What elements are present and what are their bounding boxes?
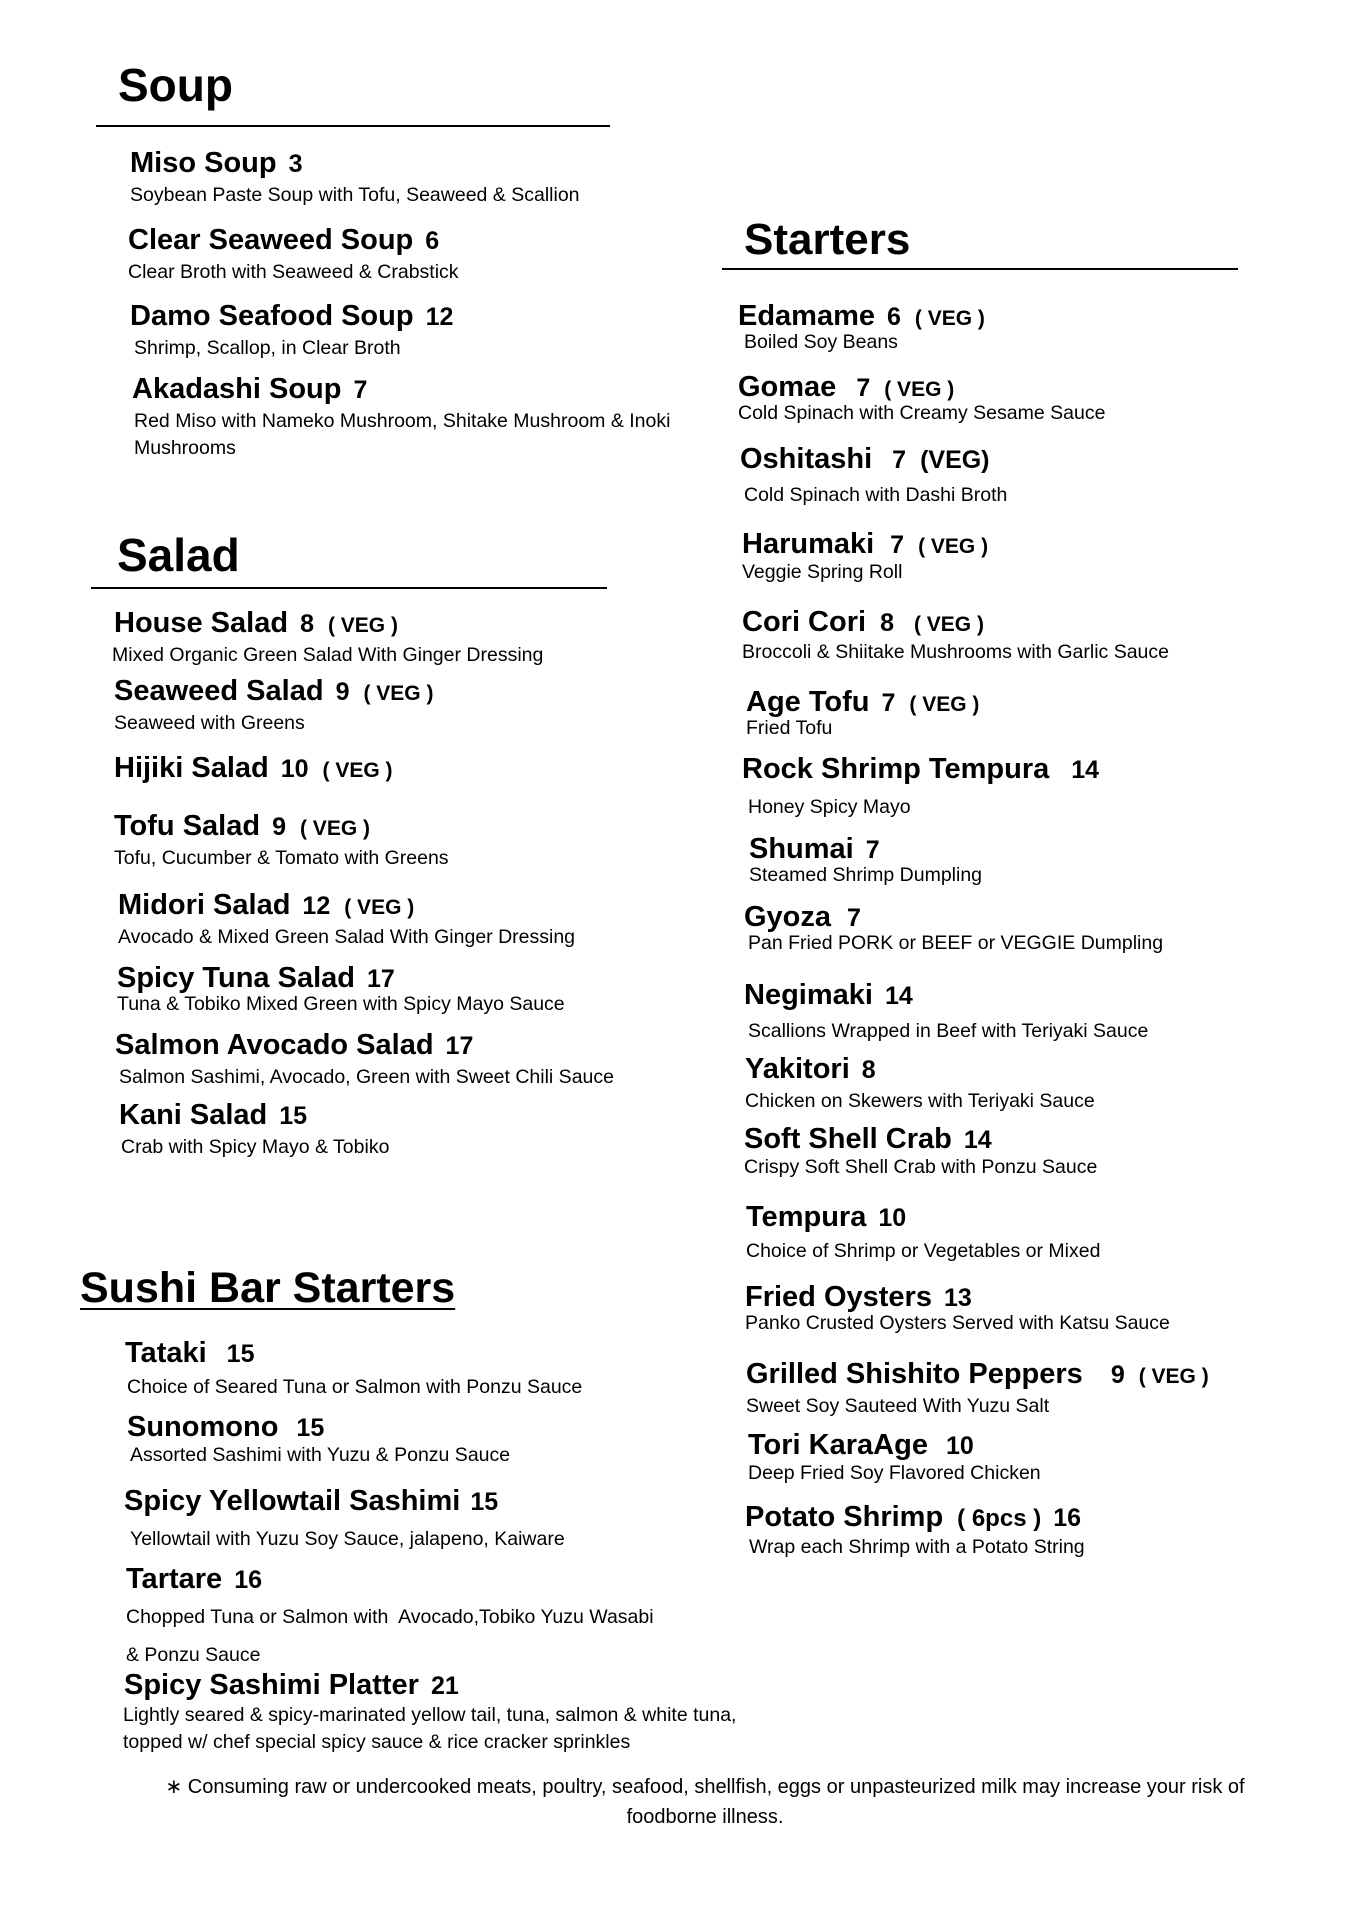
item-description: Deep Fried Soy Flavored Chicken	[748, 1462, 1041, 1484]
item-name: Tataki	[125, 1337, 207, 1369]
menu-item-tartare	[126, 1562, 746, 1669]
item-price: 3	[288, 150, 303, 178]
item-name: Spicy Yellowtail Sashimi	[124, 1485, 461, 1517]
item-name: Spicy Tuna Salad	[117, 962, 355, 994]
item-description: Shrimp, Scallop, in Clear Broth	[134, 337, 401, 359]
item-price: 8	[300, 610, 314, 638]
item-description: Crab with Spicy Mayo & Tobiko	[121, 1136, 390, 1158]
item-price: 7	[890, 531, 905, 559]
veg-tag: ( VEG )	[363, 682, 434, 705]
item-price: 17	[445, 1032, 474, 1060]
item-price: 13	[943, 1284, 972, 1312]
item-price: 7	[881, 689, 896, 717]
item-price: 14	[963, 1126, 992, 1154]
menu-item-midori-salad	[118, 888, 718, 951]
item-price: 10	[878, 1204, 907, 1232]
item-name: Harumaki	[742, 528, 875, 560]
veg-tag: ( VEG )	[913, 613, 984, 636]
item-name: Tartare	[126, 1563, 223, 1595]
veg-tag: ( VEG )	[914, 307, 985, 330]
item-price: 7	[865, 836, 880, 864]
item-description: Tuna & Tobiko Mixed Green with Spicy Mayo Sauce	[117, 993, 565, 1015]
item-name: Soft Shell Crab	[744, 1123, 952, 1155]
item-name: Damo Seafood Soup	[130, 300, 414, 332]
item-description: Clear Broth with Seaweed & Crabstick	[128, 261, 459, 283]
item-price: 8	[880, 609, 894, 637]
item-description: Soybean Paste Soup with Tofu, Seaweed & Scallion	[130, 184, 580, 206]
item-description: Yellowtail with Yuzu Soy Sauce, jalapeno, Kaiware	[130, 1528, 565, 1550]
item-name: Tempura	[746, 1201, 867, 1233]
item-price: 9	[335, 678, 350, 706]
salad-heading: Salad	[117, 529, 240, 581]
item-price: 9	[1110, 1361, 1125, 1389]
item-price: 21	[430, 1672, 459, 1700]
item-price: 10	[280, 755, 309, 783]
menu-item-spicy-sashimi-platter	[124, 1668, 844, 1756]
item-price: 10	[945, 1432, 974, 1460]
item-description: Pan Fried PORK or BEEF or VEGGIE Dumpling	[748, 932, 1164, 954]
item-name: Shumai	[749, 833, 854, 865]
item-description: Fried Tofu	[746, 717, 833, 739]
item-name: Age Tofu	[746, 686, 870, 718]
item-price: 14	[884, 982, 913, 1010]
menu-item-sunomono	[127, 1410, 727, 1469]
item-description: Lightly seared & spicy-marinated yellow tail, tuna, salmon & white tuna,	[123, 1704, 737, 1726]
menu-item-damo-seafood-soup	[130, 299, 690, 362]
veg-tag: ( VEG )	[327, 614, 398, 637]
item-name: Grilled Shishito Peppers	[746, 1358, 1083, 1390]
item-price: 9	[272, 813, 286, 841]
item-description: Salmon Sashimi, Avocado, Green with Sweet Chili Sauce	[119, 1066, 614, 1088]
item-price: 15	[279, 1102, 308, 1130]
item-price: 12	[425, 303, 454, 331]
item-name: Potato Shrimp	[745, 1501, 944, 1533]
item-description: Tofu, Cucumber & Tomato with Greens	[114, 847, 449, 869]
item-description: Seaweed with Greens	[114, 712, 305, 734]
item-price: 6	[887, 303, 901, 331]
item-description: Cold Spinach with Creamy Sesame Sauce	[738, 402, 1106, 424]
menu-item-soft-shell-crab	[744, 1122, 1324, 1181]
item-name: Spicy Sashimi Platter	[124, 1669, 419, 1701]
item-price: 16	[234, 1566, 262, 1594]
item-description: Wrap each Shrimp with a Potato String	[749, 1536, 1085, 1558]
item-description: Scallions Wrapped in Beef with Teriyaki Sauce	[748, 1020, 1149, 1042]
menu-item-spicy-yellowtail-sashimi	[124, 1484, 744, 1553]
item-name: Miso Soup	[130, 147, 277, 179]
item-name: Clear Seaweed Soup	[128, 224, 414, 256]
item-name: Negimaki	[744, 979, 873, 1011]
veg-tag: ( VEG )	[909, 693, 980, 716]
item-price: 6	[425, 227, 440, 255]
item-description: Crispy Soft Shell Crab with Ponzu Sauce	[744, 1156, 1098, 1178]
item-price: 15	[226, 1340, 255, 1368]
menu-item-fried-oysters	[745, 1280, 1325, 1337]
item-description: Assorted Sashimi with Yuzu & Ponzu Sauce	[130, 1444, 511, 1466]
starters-divider	[722, 268, 1238, 270]
menu-item-yakitori	[745, 1052, 1325, 1115]
item-name: Cori Cori	[742, 606, 867, 638]
item-price: 7	[892, 446, 907, 474]
item-description: Honey Spicy Mayo	[748, 796, 911, 818]
item-price: 15	[470, 1488, 499, 1516]
item-name: Tori KaraAge	[748, 1429, 928, 1461]
item-name: Midori Salad	[118, 889, 291, 921]
item-name: Salmon Avocado Salad	[115, 1029, 434, 1061]
sushi-bar-starters-heading: Sushi Bar Starters	[80, 1264, 456, 1312]
item-description: Choice of Shrimp or Vegetables or Mixed	[746, 1240, 1101, 1262]
item-description: Steamed Shrimp Dumpling	[749, 864, 983, 886]
veg-tag: ( VEG )	[1138, 1365, 1209, 1388]
item-price: 7	[847, 904, 861, 932]
item-name: Yakitori	[745, 1053, 850, 1085]
item-description: Boiled Soy Beans	[744, 331, 898, 353]
item-description: Veggie Spring Roll	[742, 561, 903, 583]
menu-item-potato-shrimp	[745, 1500, 1345, 1561]
item-price: 7	[353, 376, 368, 404]
veg-tag: ( VEG )	[344, 896, 415, 919]
menu-item-tempura	[746, 1200, 1326, 1265]
item-name: Hijiki Salad	[114, 752, 269, 784]
item-price: 8	[861, 1056, 876, 1084]
menu-item-age-tofu	[746, 685, 1326, 742]
salad-divider	[91, 587, 607, 589]
item-name: Seaweed Salad	[114, 675, 324, 707]
item-name: Kani Salad	[119, 1099, 268, 1131]
menu-item-tofu-salad	[114, 809, 714, 872]
item-description: Mixed Organic Green Salad With Ginger Dressing	[112, 644, 544, 666]
menu-item-gyoza	[744, 900, 1324, 957]
menu-item-salmon-avocado-salad	[115, 1028, 735, 1091]
item-name: Rock Shrimp Tempura	[742, 753, 1050, 785]
item-name: Oshitashi	[740, 443, 873, 475]
item-description: Broccoli & Shiitake Mushrooms with Garlic Sauce	[742, 641, 1169, 663]
item-description: Cold Spinach with Dashi Broth	[744, 484, 1008, 506]
item-price: 15	[296, 1414, 325, 1442]
menu-item-hijiki-salad	[114, 751, 714, 785]
menu-item-grilled-shishito-peppers	[746, 1357, 1346, 1420]
item-description: Panko Crusted Oysters Served with Katsu Sauce	[745, 1312, 1170, 1334]
menu-item-spicy-tuna-salad	[117, 961, 717, 1018]
menu-item-house-salad	[114, 606, 714, 669]
item-description: Sweet Soy Sauteed With Yuzu Salt	[746, 1395, 1050, 1417]
soup-heading: Soup	[118, 59, 233, 111]
menu-item-negimaki	[744, 978, 1324, 1045]
menu-item-harumaki	[742, 527, 1322, 586]
item-price: 7	[856, 374, 871, 402]
menu-item-shumai	[749, 832, 1329, 889]
menu-item-edamame	[738, 299, 1318, 356]
veg-tag: ( VEG )	[299, 817, 370, 840]
soup-divider	[96, 125, 610, 127]
menu-item-rock-shrimp-tempura	[742, 752, 1322, 821]
menu-item-akadashi-soup	[132, 372, 692, 462]
item-description: Chopped Tuna or Salmon with Avocado,Tobiko Yuzu Wasabi	[126, 1606, 654, 1628]
item-price: 16	[1053, 1504, 1082, 1532]
veg-tag: ( VEG )	[918, 535, 989, 558]
item-description: Chicken on Skewers with Teriyaki Sauce	[745, 1090, 1095, 1112]
menu-item-tori-karaage	[748, 1428, 1328, 1487]
menu-item-tataki	[125, 1336, 725, 1401]
item-name: House Salad	[114, 607, 289, 639]
item-description: Choice of Seared Tuna or Salmon with Ponzu Sauce	[127, 1376, 583, 1398]
item-price: 17	[366, 965, 395, 993]
menu-item-kani-salad	[119, 1098, 719, 1161]
item-description-continued: & Ponzu Sauce	[126, 1644, 261, 1666]
item-name: Tofu Salad	[114, 810, 261, 842]
item-description: Avocado & Mixed Green Salad With Ginger Dressing	[118, 926, 576, 948]
item-name: Gomae	[738, 371, 837, 403]
menu-item-oshitashi	[740, 442, 1320, 509]
item-price: 12	[302, 892, 331, 920]
menu-item-gomae	[738, 370, 1318, 427]
menu-item-cori-cori	[742, 605, 1322, 666]
health-advisory-footnote: ∗ Consuming raw or undercooked meats, poultry, seafood, shellfish, eggs or unpasteurized milk may increase your risk of foodborne illness.	[165, 1776, 1245, 1828]
item-name: Edamame	[738, 300, 876, 332]
menu-item-seaweed-salad	[114, 674, 714, 737]
item-name: Akadashi Soup	[132, 373, 342, 405]
item-description-continued: topped w/ chef special spicy sauce & rice cracker sprinkles	[123, 1731, 631, 1753]
item-description: Red Miso with Nameko Mushroom, Shitake Mushroom & Inoki Mushrooms	[134, 410, 671, 459]
starters-heading: Starters	[744, 215, 911, 264]
veg-tag: ( VEG )	[884, 378, 955, 401]
item-name: Fried Oysters	[745, 1281, 932, 1313]
item-price: 14	[1071, 756, 1100, 784]
item-name: Gyoza	[744, 901, 832, 933]
veg-tag: ( VEG )	[322, 759, 393, 782]
menu-item-clear-seaweed-soup	[128, 223, 688, 286]
veg-tag: (VEG)	[920, 446, 990, 474]
portion-tag: ( 6pcs )	[957, 1505, 1042, 1532]
item-name: Sunomono	[127, 1411, 279, 1443]
menu-item-miso-soup	[130, 146, 690, 209]
